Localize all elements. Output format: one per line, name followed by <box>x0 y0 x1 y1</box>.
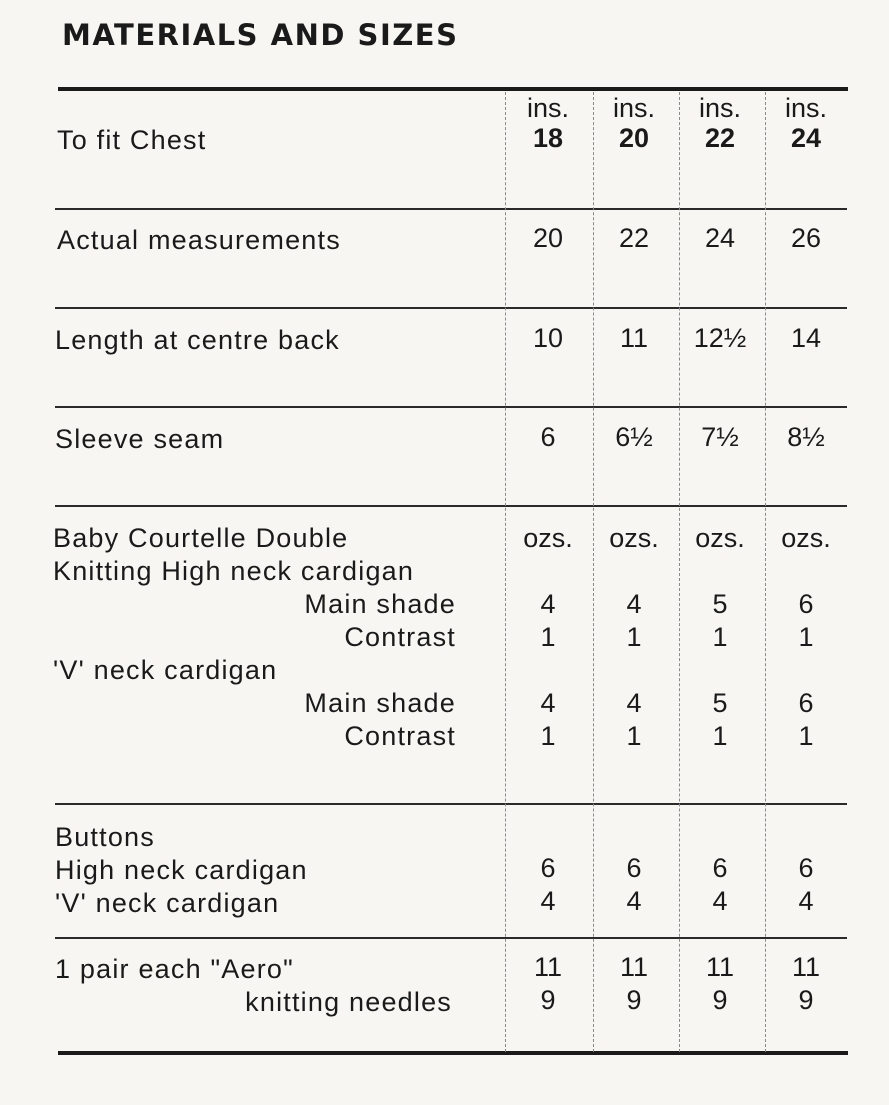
v-neck-label: 'V' neck cardigan <box>53 655 278 685</box>
page-title: MATERIALS AND SIZES <box>62 18 459 52</box>
row-divider <box>55 505 847 507</box>
row-divider <box>55 406 847 408</box>
row-divider <box>55 307 847 309</box>
value-cell: 8½ <box>787 422 825 452</box>
value-cell: 9 <box>540 985 556 1015</box>
value-cell: 6½ <box>615 422 653 452</box>
value-cell: 6 <box>712 853 728 883</box>
value-cell: 1 <box>712 721 728 751</box>
size-cell: 18 <box>532 123 564 153</box>
value-cell: 11 <box>619 952 649 982</box>
value-cell: 6 <box>540 853 556 883</box>
value-cell: 6 <box>798 688 814 718</box>
value-cell: 1 <box>798 622 814 652</box>
table-top-rule <box>58 87 848 91</box>
row-divider <box>55 803 847 805</box>
value-cell: 10 <box>532 323 564 353</box>
row-divider <box>55 208 847 210</box>
value-cell: 4 <box>626 688 642 718</box>
value-cell: 1 <box>540 721 556 751</box>
value-cell: 24 <box>704 223 736 253</box>
needles-label: 1 pair each "Aero" <box>55 954 294 984</box>
needles-label-line2: knitting needles <box>245 987 452 1017</box>
row-divider <box>55 937 847 939</box>
size-cell: 20 <box>618 123 650 153</box>
value-cell: 9 <box>712 985 728 1015</box>
size-cell: 22 <box>704 123 736 153</box>
value-cell: 5 <box>712 589 728 619</box>
value-cell: 6 <box>540 422 556 452</box>
high-main-label: Main shade <box>304 589 456 619</box>
value-cell: 1 <box>798 721 814 751</box>
chest-label: To fit Chest <box>57 125 207 155</box>
value-cell: 4 <box>626 886 642 916</box>
unit-cell: ins. <box>784 93 828 123</box>
value-cell: 11 <box>791 952 821 982</box>
value-cell: 6 <box>798 589 814 619</box>
v-contrast-label: Contrast <box>344 721 456 751</box>
value-cell: 26 <box>790 223 822 253</box>
value-cell: 4 <box>712 886 728 916</box>
value-cell: 6 <box>626 853 642 883</box>
buttons-label: Buttons <box>55 822 155 852</box>
value-cell: 1 <box>540 622 556 652</box>
yarn-label: Baby Courtelle Double <box>53 523 349 553</box>
value-cell: 22 <box>618 223 650 253</box>
unit-cell: ins. <box>698 93 742 123</box>
table-bottom-rule <box>58 1051 848 1055</box>
actual-label: Actual measurements <box>57 225 341 255</box>
value-cell: 9 <box>798 985 814 1015</box>
value-cell: 5 <box>712 688 728 718</box>
yarn-label-line2: Knitting High neck cardigan <box>53 556 415 586</box>
value-cell: 1 <box>712 622 728 652</box>
value-cell: 11 <box>619 323 649 353</box>
value-cell: 4 <box>540 688 556 718</box>
high-neck-buttons-label: High neck cardigan <box>55 855 308 885</box>
value-cell: 20 <box>532 223 564 253</box>
value-cell: 9 <box>626 985 642 1015</box>
unit-cell: ins. <box>526 93 570 123</box>
value-cell: 11 <box>705 952 735 982</box>
high-contrast-label: Contrast <box>344 622 456 652</box>
value-cell: 14 <box>790 323 822 353</box>
size-cell: 24 <box>790 123 822 153</box>
value-cell: 4 <box>626 589 642 619</box>
value-cell: 6 <box>798 853 814 883</box>
sleeve-label: Sleeve seam <box>55 424 225 454</box>
value-cell: 7½ <box>701 422 739 452</box>
v-main-label: Main shade <box>304 688 456 718</box>
value-cell: 11 <box>533 952 563 982</box>
value-cell: 4 <box>540 589 556 619</box>
value-cell: 12½ <box>693 323 747 353</box>
unit-cell: ozs. <box>609 523 659 553</box>
unit-cell: ozs. <box>695 523 745 553</box>
unit-cell: ozs. <box>781 523 831 553</box>
length-label: Length at centre back <box>55 325 340 355</box>
value-cell: 1 <box>626 622 642 652</box>
value-cell: 4 <box>798 886 814 916</box>
v-neck-buttons-label: 'V' neck cardigan <box>55 888 280 918</box>
value-cell: 4 <box>540 886 556 916</box>
unit-cell: ins. <box>612 93 656 123</box>
unit-cell: ozs. <box>523 523 573 553</box>
value-cell: 1 <box>626 721 642 751</box>
